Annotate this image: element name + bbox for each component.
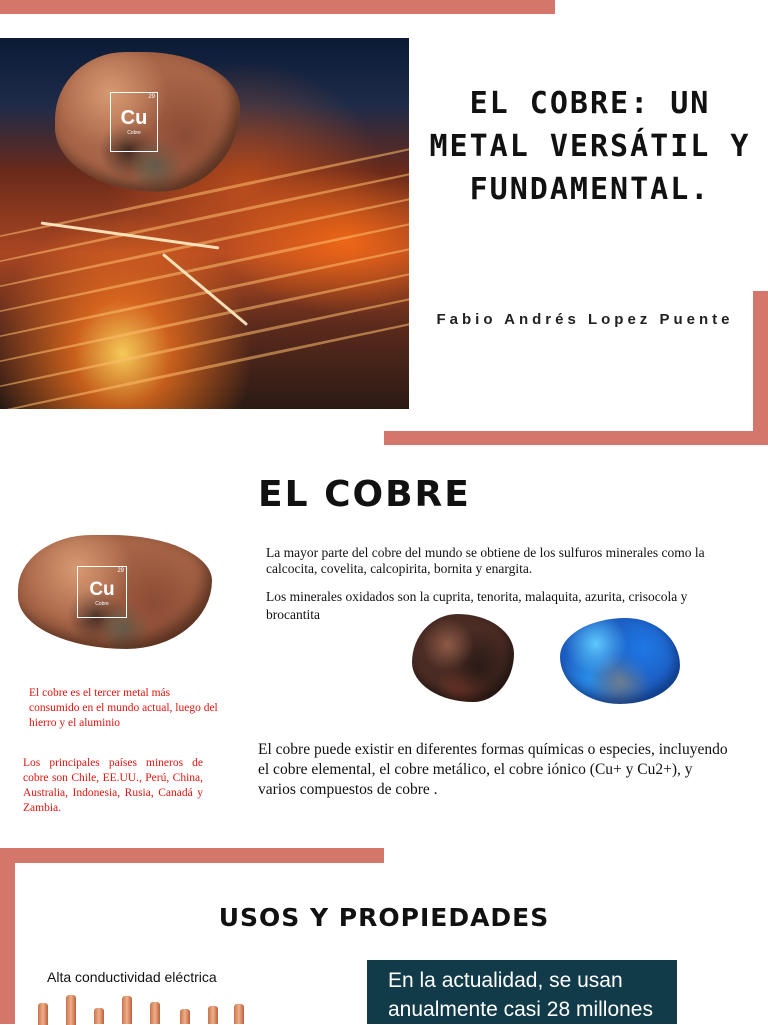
- element-symbol: Cu: [120, 107, 148, 129]
- element-tile: [110, 92, 158, 152]
- section-heading-usos: USOS Y PROPIEDADES: [218, 903, 550, 932]
- usage-info-text: En la actualidad, se usan anualmente casi 28 millones: [388, 969, 653, 1021]
- slide1-bottom-accent: [384, 431, 768, 445]
- atomic-number: 29: [117, 568, 124, 574]
- left-vertical-accent: [0, 863, 15, 1024]
- usage-info-box: [367, 960, 677, 1024]
- element-tile: [77, 566, 127, 618]
- consumption-note: El cobre es el tercer metal más consumido en el mundo actual, luego del hierro y el aluminio: [29, 687, 218, 729]
- slide2-bottom-accent: [0, 848, 384, 863]
- atomic-number: 29: [148, 94, 155, 100]
- presentation-title: EL COBRE: UN METAL VERSÁTIL Y FUNDAMENTAL.: [429, 86, 751, 207]
- sulfide-minerals-paragraph: La mayor parte del cobre del mundo se obtiene de los sulfuros minerales como la calcocita, covelita, calcopirita, bornita y enargita.: [266, 545, 705, 576]
- element-name: Cobre: [95, 601, 109, 607]
- mining-countries-note: Los principales países mineros de cobre son Chile, EE.UU., Perú, China, Australia, Indonesia, Rusia, Canadá y Zambia.: [23, 757, 203, 814]
- top-accent-bar: [0, 0, 555, 14]
- element-name: Cobre: [127, 130, 141, 136]
- author-name: Fabio Andrés Lopez Puente: [436, 311, 734, 328]
- open-pit-mine-photo: [0, 38, 409, 409]
- cuprite-mineral-image: [412, 614, 514, 702]
- conductivity-caption: Alta conductividad eléctrica: [47, 969, 217, 985]
- azurite-mineral-image: [560, 618, 680, 704]
- chemical-forms-paragraph: El cobre puede existir en diferentes formas químicas o especies, incluyendo el cobre elemental, el cobre metálico, el cobre iónico (Cu+ y Cu2+), y varios compuestos de cobre .: [258, 741, 728, 798]
- section-heading-el-cobre: EL COBRE: [258, 474, 471, 515]
- element-symbol: Cu: [89, 579, 115, 600]
- right-vertical-accent: [753, 291, 768, 431]
- oxide-minerals-paragraph: Los minerales oxidados son la cuprita, tenorita, malaquita, azurita, crisocola y brocantita: [266, 589, 688, 622]
